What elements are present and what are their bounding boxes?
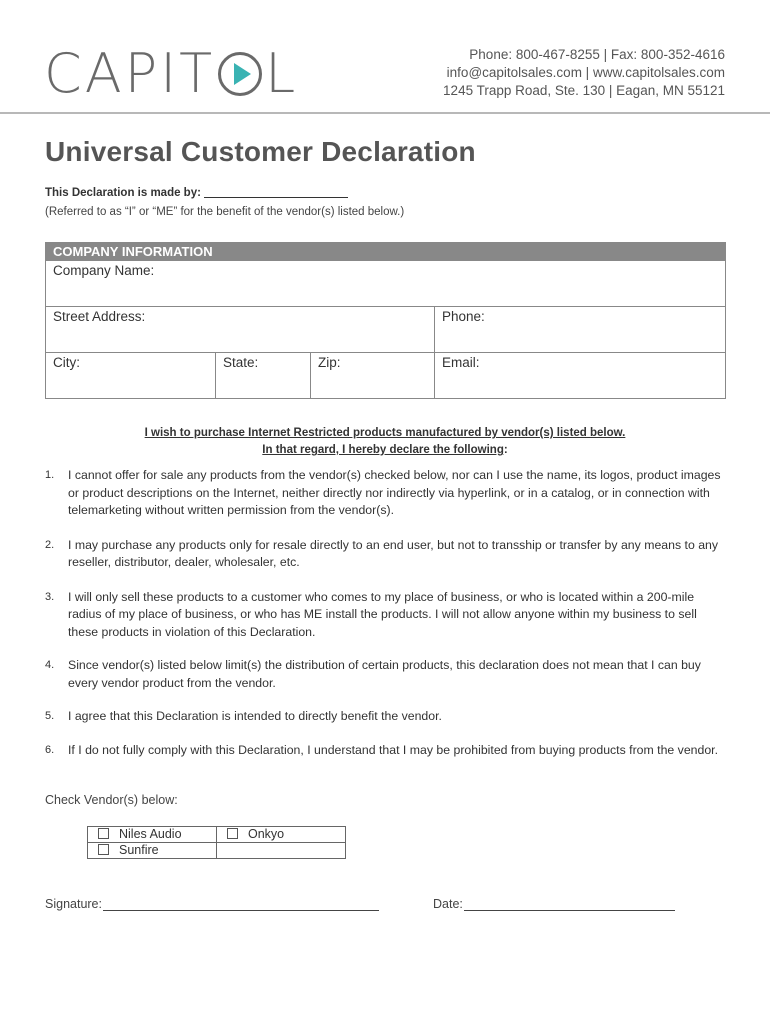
- clause-item: [45, 742, 725, 760]
- company-name-field[interactable]: [46, 261, 726, 307]
- made-by-blank[interactable]: [204, 186, 348, 198]
- checkbox-icon[interactable]: [98, 844, 109, 855]
- signature-field[interactable]: [103, 896, 379, 911]
- purchase-statement: [45, 425, 725, 459]
- zip-label: Zip:: [318, 355, 341, 370]
- email-label: Email:: [442, 355, 480, 370]
- referred-note: (Referred to as “I” or “ME” for the benefit of the vendor(s) listed below.): [45, 206, 405, 218]
- vendor-label: Niles Audio: [119, 827, 182, 841]
- clause-item: [45, 589, 725, 642]
- date-line: [433, 896, 675, 911]
- contact-phone-fax: Phone: 800-467-8255 | Fax: 800-352-4616: [469, 47, 725, 62]
- statement-line-1: I wish to purchase Internet Restricted products manufactured by vendor(s) listed below.: [144, 427, 626, 439]
- logo-wordmark-tail: L: [265, 42, 299, 105]
- header-divider: [0, 112, 770, 114]
- phone-field[interactable]: [435, 307, 726, 353]
- clause-text: If I do not fully comply with this Declaration, I understand that I may be prohibited from buying products from the vendor.: [68, 742, 719, 757]
- contact-address: 1245 Trapp Road, Ste. 130 | Eagan, MN 55121: [443, 83, 725, 98]
- capitol-logo: [44, 42, 299, 105]
- clause-number: 6.: [45, 743, 55, 756]
- clause-item: [45, 708, 725, 726]
- made-by-line: [45, 186, 348, 199]
- checkbox-icon[interactable]: [98, 828, 109, 839]
- state-label: State:: [223, 355, 259, 370]
- street-address-label: Street Address:: [53, 309, 146, 324]
- play-icon: [216, 50, 264, 98]
- phone-label: Phone:: [442, 309, 485, 324]
- page-title: Universal Customer Declaration: [45, 136, 476, 167]
- vendor-label: Sunfire: [119, 843, 159, 857]
- declaration-clauses: [45, 467, 725, 759]
- vendor-label: Onkyo: [248, 827, 285, 841]
- clause-number: 4.: [45, 659, 55, 671]
- checkbox-icon[interactable]: [227, 828, 238, 839]
- vendor-option[interactable]: [88, 827, 217, 843]
- vendor-option[interactable]: [217, 827, 346, 843]
- clause-item: [45, 537, 725, 572]
- company-info-header: COMPANY INFORMATION: [46, 243, 726, 261]
- statement-line-2: In that regard, I hereby declare the following: [262, 444, 504, 456]
- clause-number: 2.: [45, 538, 55, 551]
- clause-number: 5.: [45, 710, 55, 722]
- state-field[interactable]: [216, 353, 311, 399]
- logo-wordmark: CAPIT: [44, 42, 216, 105]
- company-name-label: Company Name:: [53, 263, 155, 278]
- contact-web: info@capitolsales.com | www.capitolsales.com: [446, 65, 725, 80]
- check-vendors-label: Check Vendor(s) below:: [45, 793, 178, 807]
- vendor-checklist: [87, 826, 346, 859]
- date-label: Date:: [433, 897, 463, 911]
- vendor-empty-cell: [217, 843, 346, 859]
- zip-field[interactable]: [311, 353, 435, 399]
- made-by-label: This Declaration is made by:: [45, 187, 201, 199]
- clause-number: 1.: [45, 469, 55, 481]
- city-label: City:: [53, 355, 80, 370]
- statement-colon: :: [503, 444, 508, 456]
- company-info-table: [45, 242, 726, 399]
- signature-label: Signature:: [45, 897, 102, 911]
- clause-text: Since vendor(s) listed below limit(s) the distribution of certain products, this declaration does not mean that I can buy every vendor product from the vendor.: [68, 658, 701, 690]
- clause-text: I will only sell these products to a customer who comes to my place of business, or who is located within a 200-mile radius of my place of business, or who has ME install the products. I will not allow anyone within my business to sell these products in violation of this Declaration.: [68, 589, 697, 639]
- clause-text: I may purchase any products only for resale directly to an end user, but not to transship or transfer by any means to any reseller, distributor, dealer, wholesaler, etc.: [68, 537, 719, 569]
- city-field[interactable]: [46, 353, 216, 399]
- clause-item: [45, 657, 725, 692]
- clause-text: I agree that this Declaration is intended to directly benefit the vendor.: [68, 709, 442, 723]
- signature-line: [45, 896, 379, 911]
- contact-info: [443, 46, 725, 100]
- clause-item: [45, 467, 725, 520]
- date-field[interactable]: [464, 896, 675, 911]
- vendor-option[interactable]: [88, 843, 217, 859]
- street-address-field[interactable]: [46, 307, 435, 353]
- clause-number: 3.: [45, 590, 55, 603]
- email-field[interactable]: [435, 353, 726, 399]
- clause-text: I cannot offer for sale any products from the vendor(s) checked below, nor can I use the name, its logos, product images or product descriptions on the Internet, neither directly nor indirectly via hyperlink, or in a catalog, or in connection with telemarketing without written permission from the vendor(s).: [68, 468, 721, 517]
